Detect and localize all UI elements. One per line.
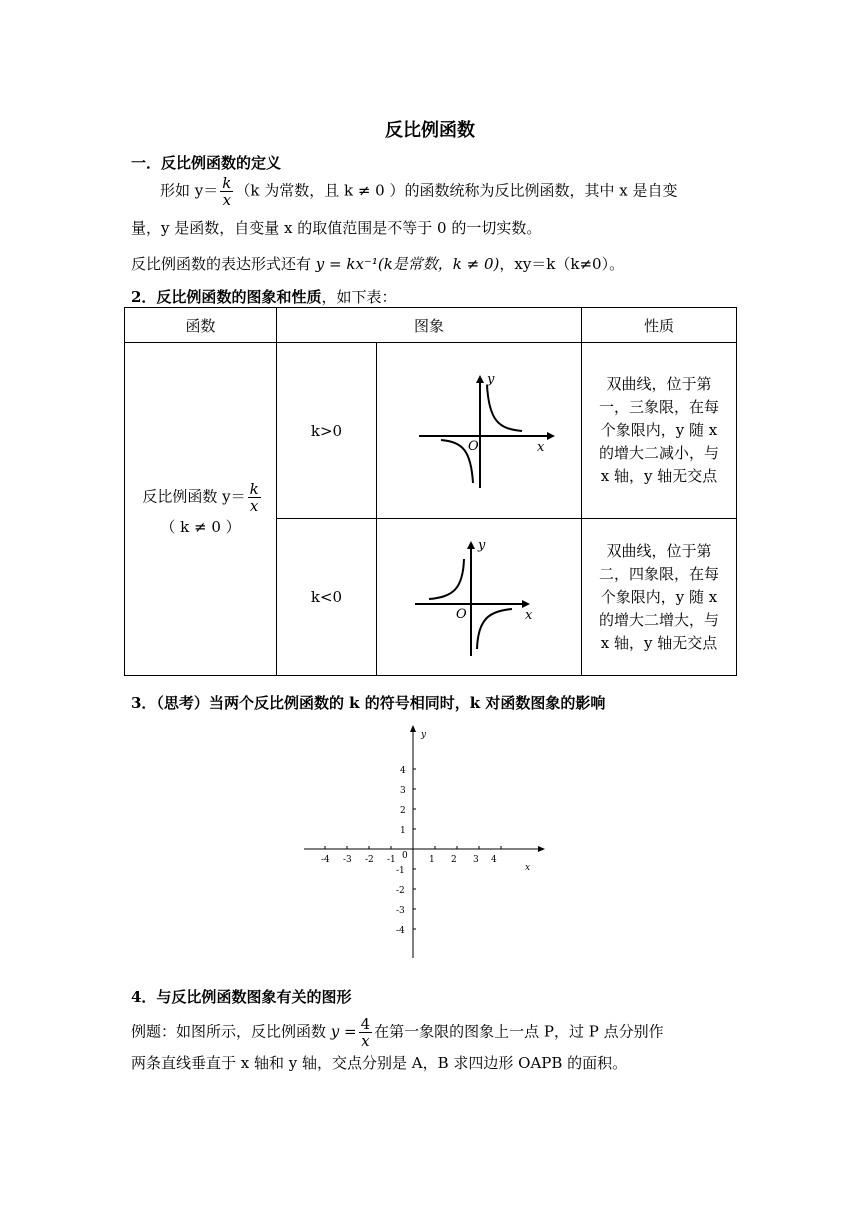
prop-line: 二，四象限，在每 bbox=[599, 564, 720, 583]
y-tick-label: 3 bbox=[400, 786, 406, 796]
hyperbola-branch-q1 bbox=[487, 385, 522, 431]
function-condition: （ k ≠ 0 ） bbox=[160, 518, 241, 536]
page-title: 反比例函数 bbox=[385, 120, 475, 141]
section-3-heading: 3．（思考）当两个反比例函数的 k 的符号相同时，k 对函数图象的影响 bbox=[131, 694, 606, 712]
alt-formula: y = kx⁻¹(k是常数，k ≠ 0) bbox=[315, 255, 500, 273]
function-cell bbox=[125, 343, 277, 676]
alt-pre: 反比例函数的表达形式还有 bbox=[131, 255, 316, 273]
y-axis-label: y bbox=[421, 730, 427, 740]
k-negative-cell: k<0 bbox=[277, 519, 377, 676]
def-pre: 形如 y＝ bbox=[160, 181, 219, 200]
origin-label: O bbox=[468, 439, 479, 454]
prop-line: 个象限内，y 随 x bbox=[600, 421, 718, 439]
hyperbola-branch-q2 bbox=[429, 559, 464, 599]
x-arrow bbox=[522, 600, 530, 608]
y-arrow bbox=[410, 725, 416, 732]
header-property: 性质 bbox=[582, 308, 737, 343]
origin-label: O bbox=[456, 607, 467, 622]
x-tick-label: 2 bbox=[451, 855, 457, 865]
alt-form-line bbox=[131, 254, 624, 274]
x-tick-label: 3 bbox=[473, 855, 479, 865]
prop-line: 双曲线，位于第 bbox=[606, 541, 712, 560]
x-tick-label: -3 bbox=[343, 855, 352, 865]
prop-line: 双曲线，位于第 bbox=[606, 375, 712, 393]
property-k-positive bbox=[582, 343, 737, 519]
y-tick-label: 2 bbox=[400, 806, 406, 816]
section-2-heading-bold: 2．反比例函数的图象和性质 bbox=[131, 288, 322, 306]
header-function: 函数 bbox=[125, 308, 277, 343]
ex-fraction bbox=[359, 1016, 373, 1049]
origin-label: 0 bbox=[402, 851, 408, 861]
k-positive-cell: k>0 bbox=[277, 343, 377, 519]
example-line-2: 两条直线垂直于 x 轴和 y 轴，交点分别是 A，B 求四边形 OAPB 的面积。 bbox=[131, 1054, 628, 1072]
def-post: （k 为常数，且 k ≠ 0 ）的函数统称为反比例函数，其中 x 是自变 bbox=[235, 181, 678, 200]
x-tick-label: 4 bbox=[491, 855, 497, 865]
def-frac-num: k bbox=[222, 174, 232, 192]
y-arrow bbox=[476, 375, 484, 383]
y-tick-label: -1 bbox=[396, 866, 405, 876]
ex-post: 在第一象限的图象上一点 P，过 P 点分别作 bbox=[374, 1022, 664, 1041]
property-table bbox=[124, 307, 737, 676]
y-tick-label: 4 bbox=[400, 766, 406, 776]
section-2-heading bbox=[131, 286, 396, 307]
table-row-k-positive bbox=[125, 343, 737, 519]
x-axis-label: x bbox=[525, 863, 531, 873]
definition-line-1 bbox=[160, 175, 677, 208]
property-k-negative bbox=[582, 519, 737, 676]
ex-pre: 例题：如图所示，反比例函数 bbox=[131, 1022, 331, 1041]
ex-frac-den: x bbox=[361, 1032, 370, 1050]
y-tick-label: -3 bbox=[396, 906, 405, 916]
func-fraction bbox=[248, 481, 261, 514]
x-tick-label: -2 bbox=[365, 855, 374, 865]
ex-frac-num: 4 bbox=[360, 1015, 371, 1033]
hyperbola-k-positive-graph bbox=[377, 343, 582, 514]
blank-coordinate-grid bbox=[300, 722, 550, 962]
func-frac-num: k bbox=[249, 480, 259, 498]
prop-line: 的增大二减小，与 bbox=[599, 444, 720, 462]
ex-y: y = bbox=[330, 1022, 357, 1041]
func-pre: 反比例函数 y＝ bbox=[142, 487, 246, 506]
prop-line: 个象限内，y 随 x bbox=[600, 587, 718, 606]
prop-line: x 轴，y 轴无交点 bbox=[600, 633, 718, 652]
x-arrow bbox=[547, 432, 555, 440]
section-4-heading: 4．与反比例函数图象有关的图形 bbox=[131, 988, 352, 1006]
function-expression bbox=[125, 481, 276, 514]
prop-line: x 轴，y 轴无交点 bbox=[600, 467, 718, 485]
graph-cell-k-negative bbox=[377, 519, 582, 676]
section-1-heading: 一．反比例函数的定义 bbox=[131, 154, 282, 172]
hyperbola-branch-q4 bbox=[477, 609, 512, 649]
table-header-row bbox=[125, 308, 737, 343]
definition-line-2: 量，y 是函数，自变量 x 的取值范围是不等于 0 的一切实数。 bbox=[131, 219, 542, 237]
alt-post: ，xy＝k（k≠0）。 bbox=[499, 255, 625, 273]
axis-ticks bbox=[321, 766, 501, 936]
header-graph: 图象 bbox=[277, 308, 582, 343]
y-tick-label: 1 bbox=[400, 826, 406, 836]
prop-line: 的增大二增大，与 bbox=[599, 610, 720, 629]
x-tick-label: 1 bbox=[429, 855, 435, 865]
hyperbola-k-negative-graph bbox=[377, 519, 582, 671]
x-tick-label: -1 bbox=[387, 855, 396, 865]
func-frac-den: x bbox=[249, 497, 259, 515]
x-label: x bbox=[537, 440, 545, 455]
x-label: x bbox=[525, 608, 533, 623]
def-frac-den: x bbox=[222, 191, 232, 209]
x-tick-label: -4 bbox=[321, 855, 330, 865]
def-fraction bbox=[220, 175, 233, 208]
example-line-1 bbox=[131, 1016, 664, 1049]
section-2-heading-tail: ，如下表： bbox=[321, 288, 397, 306]
y-arrow bbox=[467, 541, 475, 549]
y-label: y bbox=[487, 372, 495, 387]
y-tick-label: -4 bbox=[396, 926, 405, 936]
y-tick-label: -2 bbox=[396, 886, 405, 896]
graph-cell-k-positive bbox=[377, 343, 582, 519]
prop-line: 一，三象限，在每 bbox=[599, 398, 720, 416]
x-arrow bbox=[538, 846, 545, 852]
y-label: y bbox=[478, 538, 486, 553]
